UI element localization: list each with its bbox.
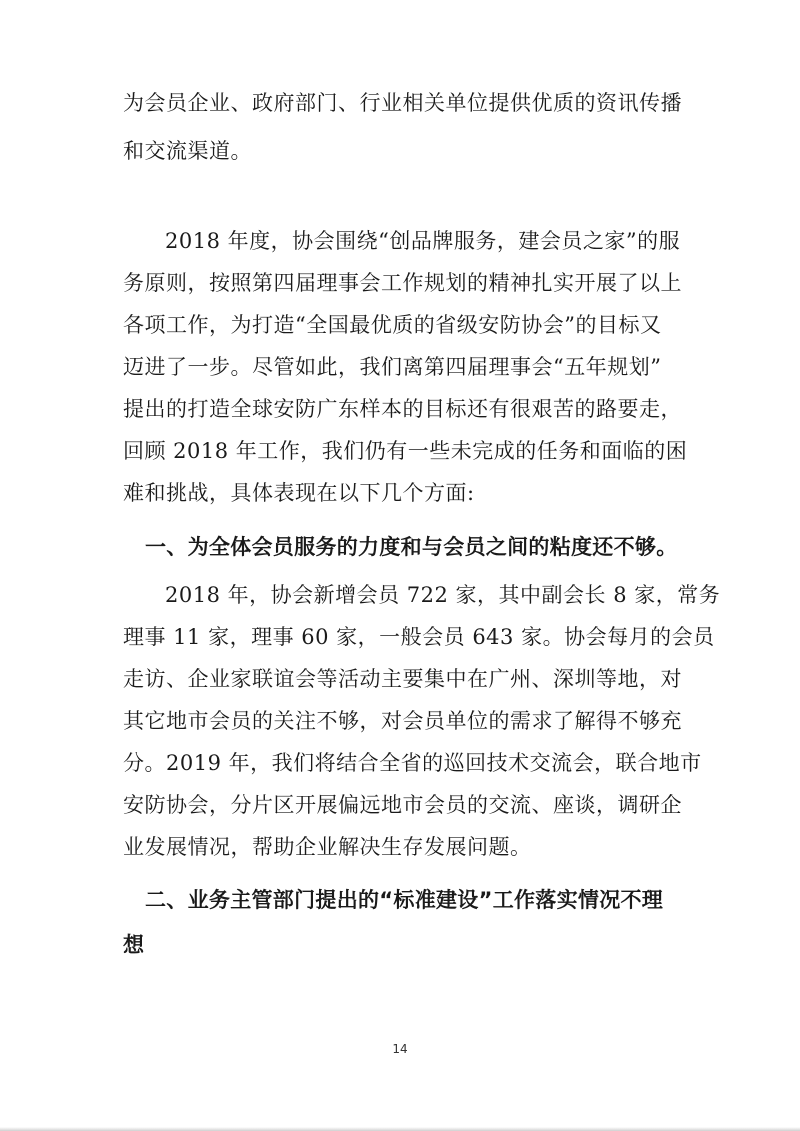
section-1-line-5: 分。2019 年，我们将结合全省的巡回技术交流会，联合地市 xyxy=(123,751,702,775)
section-1-line-3: 走访、企业家联谊会等活动主要集中在广州、深圳等地，对 xyxy=(123,667,682,691)
summary-line-3: 各项工作，为打造“全国最优质的省级安防协会”的目标又 xyxy=(123,313,662,337)
section-1-line-6: 安防协会，分片区开展偏远地市会员的交流、座谈，调研企 xyxy=(123,793,682,817)
section-1-line-4: 其它地市会员的关注不够，对会员单位的需求了解得不够充 xyxy=(123,709,682,733)
intro-line-1: 为会员企业、政府部门、行业相关单位提供优质的资讯传播 xyxy=(123,91,682,115)
page-number: 14 xyxy=(392,1042,408,1056)
summary-line-7: 难和挑战，具体表现在以下几个方面: xyxy=(123,481,475,505)
section-heading-1: 一、为全体会员服务的力度和与会员之间的粘度还不够。 xyxy=(145,535,678,559)
summary-line-4: 迈进了一步。尽管如此，我们离第四届理事会“五年规划” xyxy=(123,355,662,379)
section-heading-2-line-1: 二、业务主管部门提出的“标准建设”工作落实情况不理 xyxy=(145,888,664,912)
summary-line-1: 2018 年度，协会围绕“创品牌服务，建会员之家”的服 xyxy=(165,229,681,253)
summary-line-2: 务原则，按照第四届理事会工作规划的精神扎实开展了以上 xyxy=(123,271,682,295)
summary-line-6: 回顾 2018 年工作，我们仍有一些未完成的任务和面临的困 xyxy=(123,439,688,463)
section-1-line-7: 业发展情况，帮助企业解决生存发展问题。 xyxy=(123,835,532,859)
section-1-line-2: 理事 11 家，理事 60 家，一般会员 643 家。协会每月的会员 xyxy=(123,625,715,649)
summary-line-5: 提出的打造全球安防广东样本的目标还有很艰苦的路要走， xyxy=(123,397,682,421)
scan-edge-decoration xyxy=(0,1127,800,1131)
intro-line-2: 和交流渠道。 xyxy=(123,139,252,163)
section-1-line-1: 2018 年，协会新增会员 722 家，其中副会长 8 家，常务 xyxy=(165,583,721,607)
section-heading-2-line-2: 想 xyxy=(123,933,145,957)
